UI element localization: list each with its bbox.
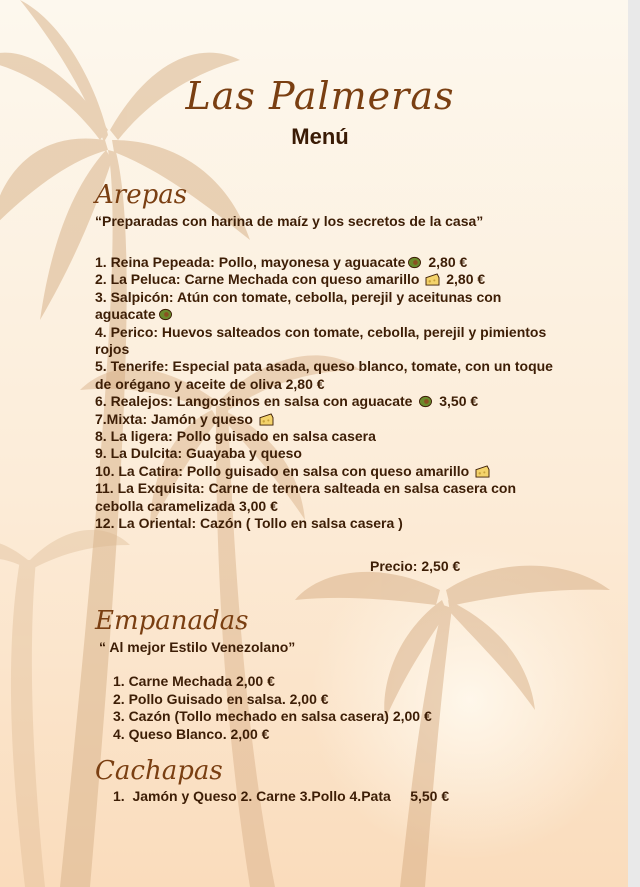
section-title-empanadas: Empanadas [95,606,249,636]
list-item: 7.Mixta: Jamón y queso [95,411,555,428]
restaurant-title: Las Palmeras [185,74,455,118]
menu-subtitle: Menú [291,124,349,149]
empanadas-tagline: “ Al mejor Estilo Venezolano” [99,639,296,655]
list-item: 12. La Oriental: Cazón ( Tollo en salsa casera ) [95,515,403,532]
list-item: 1. Reina Pepeada: Pollo, mayonesa y aguacate 2,80 € [95,254,468,270]
arepas-tagline: “Preparadas con harina de maíz y los secretos de la casa” [95,213,484,229]
list-item: 3. Salpicón: Atún con tomate, cebolla, perejil y aceitunas con aguacate [95,288,502,323]
list-item: 1. Jamón y Queso 2. Carne 3.Pollo 4.Pata 5,50 € [113,788,450,804]
list-item: 4. Perico: Huevos salteados con tomate, cebolla, perejil y pimientos rojos [95,323,547,358]
empanadas-list [113,673,432,743]
list-item: 2. La Peluca: Carne Mechada con queso amarillo 2,80 € [95,271,486,288]
cachapas-list [113,788,449,806]
list-item: 10. La Catira: Pollo guisado en salsa con queso amarillo [95,463,555,480]
list-item: 6. Realejos: Langostinos en salsa con aguacate 3,50 € [95,393,479,410]
cheese-icon [425,273,440,286]
list-item: 5. Tenerife: Especial pata asada, queso blanco, tomate, con un toque de orégano y aceite de oliva 2,80 € [95,358,553,392]
list-item: 1. Carne Mechada 2,00 € [113,673,275,689]
arepas-price: Precio: 2,50 € [370,558,461,574]
list-item: 11. La Exquisita: Carne de ternera salteada en salsa casera con cebolla caramelizada 3,00 € [95,480,516,514]
list-item: 4. Queso Blanco. 2,00 € [113,725,270,742]
cheese-icon [475,465,490,478]
list-item: 3. Cazón (Tollo mechado en salsa casera) 2,00 € [113,708,432,724]
arepas-list [95,254,555,533]
section-title-cachapas: Cachapas [95,756,223,786]
avocado-icon [407,256,422,269]
list-item: 2. Pollo Guisado en salsa. 2,00 € [113,690,329,707]
section-title-arepas: Arepas [95,180,188,210]
cheese-icon [259,413,274,426]
list-item: 8. La ligera: Pollo guisado en salsa casera [95,428,376,445]
avocado-icon [418,395,433,408]
avocado-icon [158,308,173,321]
list-item: 9. La Dulcita: Guayaba y queso [95,445,302,462]
